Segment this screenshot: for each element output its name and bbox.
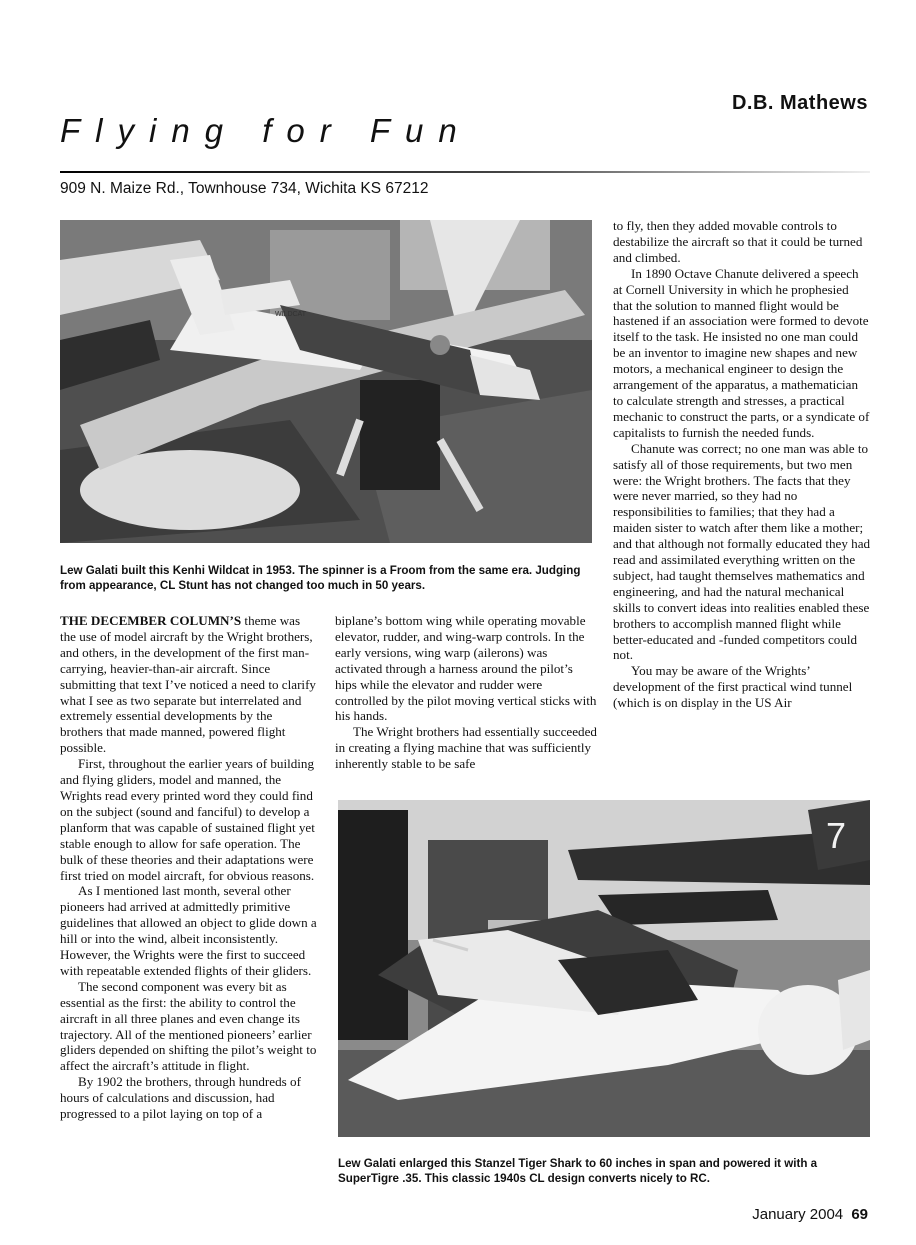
article-title: Flying for Fun	[60, 112, 472, 149]
race-number: 7	[826, 815, 847, 856]
photo2-caption: Lew Galati enlarged this Stanzel Tiger Shark to 60 inches in span and powered it with a SuperTigre .35. This classic 1940s CL design converts nicely to RC.	[338, 1157, 818, 1185]
lead-in: THE DECEMBER COLUMN’S	[60, 613, 242, 628]
paragraph: Chanute was correct; no one man was able to satisfy all of those requirements, but two men were: the Wright brothers. The facts that they were never married, so they had no responsibilities to families; that they had a maiden sister to watch after them like a mother; and that although not formally educated they had read and assimilated everything written on the subject, had taught themselves mathematics and engineering, and had the natural mechanical skills to convert ideas into realities enabled these brothers to accomplish manned flight while better-educated and -funded competitors could not.	[613, 440, 871, 663]
paragraph: to fly, then they added movable controls to destabilize the aircraft so that it could be turned and climbed.	[613, 218, 863, 265]
paragraph-text: theme was the use of model aircraft by the Wright brothers, and others, in the development of the first man-carrying, heavier-than-air aircraft. Since submitting that text I’ve noticed a need to clarify what I see as two separate but interrelated and extremely essential developments by the brothers that made manned, powered flight possible.	[60, 613, 316, 756]
page-footer	[752, 1206, 868, 1223]
issue-date: January 2004	[752, 1206, 844, 1223]
article-column-3	[613, 218, 871, 711]
wildcat-illustration	[60, 220, 592, 543]
paragraph: By 1902 the brothers, through hundreds of hours of calculations and discussion, had progressed to a pilot laying on top of a	[60, 1074, 301, 1122]
paragraph: The second component was every bit as essential as the first: the ability to control the aircraft in all three planes and even change its trajectory. All of the mentioned pioneers’ earlier gliders depended on shifting the pilot’s weight to affect the aircraft’s attitude in flight.	[60, 978, 317, 1074]
paragraph: The Wright brothers had essentially succeeded in creating a flying machine that was sufficiently inherently stable to be safe	[335, 724, 597, 772]
paragraph: biplane’s bottom wing while operating movable elevator, rudder, and wing-warp controls. In the early versions, wing warp (ailerons) was activated through a harness around the pilot’s hips while the elevator and rudder were controlled by the pilot moving vertical sticks with his hands.	[335, 613, 597, 724]
photo1-caption: Lew Galati built this Kenhi Wildcat in 1953. The spinner is a Froom from the same era. Judging from appearance, CL Stunt has not changed too much in 50 years.	[60, 564, 581, 592]
author-name: D.B. Mathews	[731, 92, 868, 114]
tiger-shark-illustration	[338, 800, 870, 1137]
paragraph: First, throughout the earlier years of building and flying gliders, model and manned, the Wrights read every printed word they could find on the subject (sound and fanciful) to develop a planform that was capable of sustained flight yet stable enough to allow for safe operation. The bulk of these theories and their adaptations were first tried on model aircraft, for obvious reasons.	[60, 756, 315, 883]
wildcat-photo	[60, 220, 592, 543]
title-divider	[60, 171, 870, 173]
tiger-shark-photo	[338, 800, 870, 1137]
paragraph: In 1890 Octave Chanute delivered a speech at Cornell University in which he prophesied that the solution to manned flight would be hastened if an association were formed to devote itself to the task. He insisted no one man could be an inventor to imagine new shapes and new motors, a mechanical engineer to design the arrangement of the apparatus, a mathematician to calculate strength and stresses, a practical mechanic to construct the parts, or a syndicate of capitalists to furnish the needed funds.	[613, 265, 870, 440]
paragraph: As I mentioned last month, several other pioneers had arrived at admittedly primitive guidelines that allowed an object to glide down a hill or into the wind, albeit inconsistently. However, the Wrights were the first to succeed with repeatable extended flights of their gliders.	[60, 883, 317, 978]
article-column-1	[60, 613, 318, 1122]
paragraph	[60, 613, 318, 756]
article-column-2	[335, 613, 597, 772]
page-number: 69	[851, 1206, 868, 1223]
wildcat-fuselage-label: WILDCAT	[275, 311, 306, 318]
author-address: 909 N. Maize Rd., Townhouse 734, Wichita KS 67212	[60, 180, 429, 197]
paragraph: You may be aware of the Wrights’ development of the first practical wind tunnel (which is on display in the US Air	[613, 663, 853, 711]
